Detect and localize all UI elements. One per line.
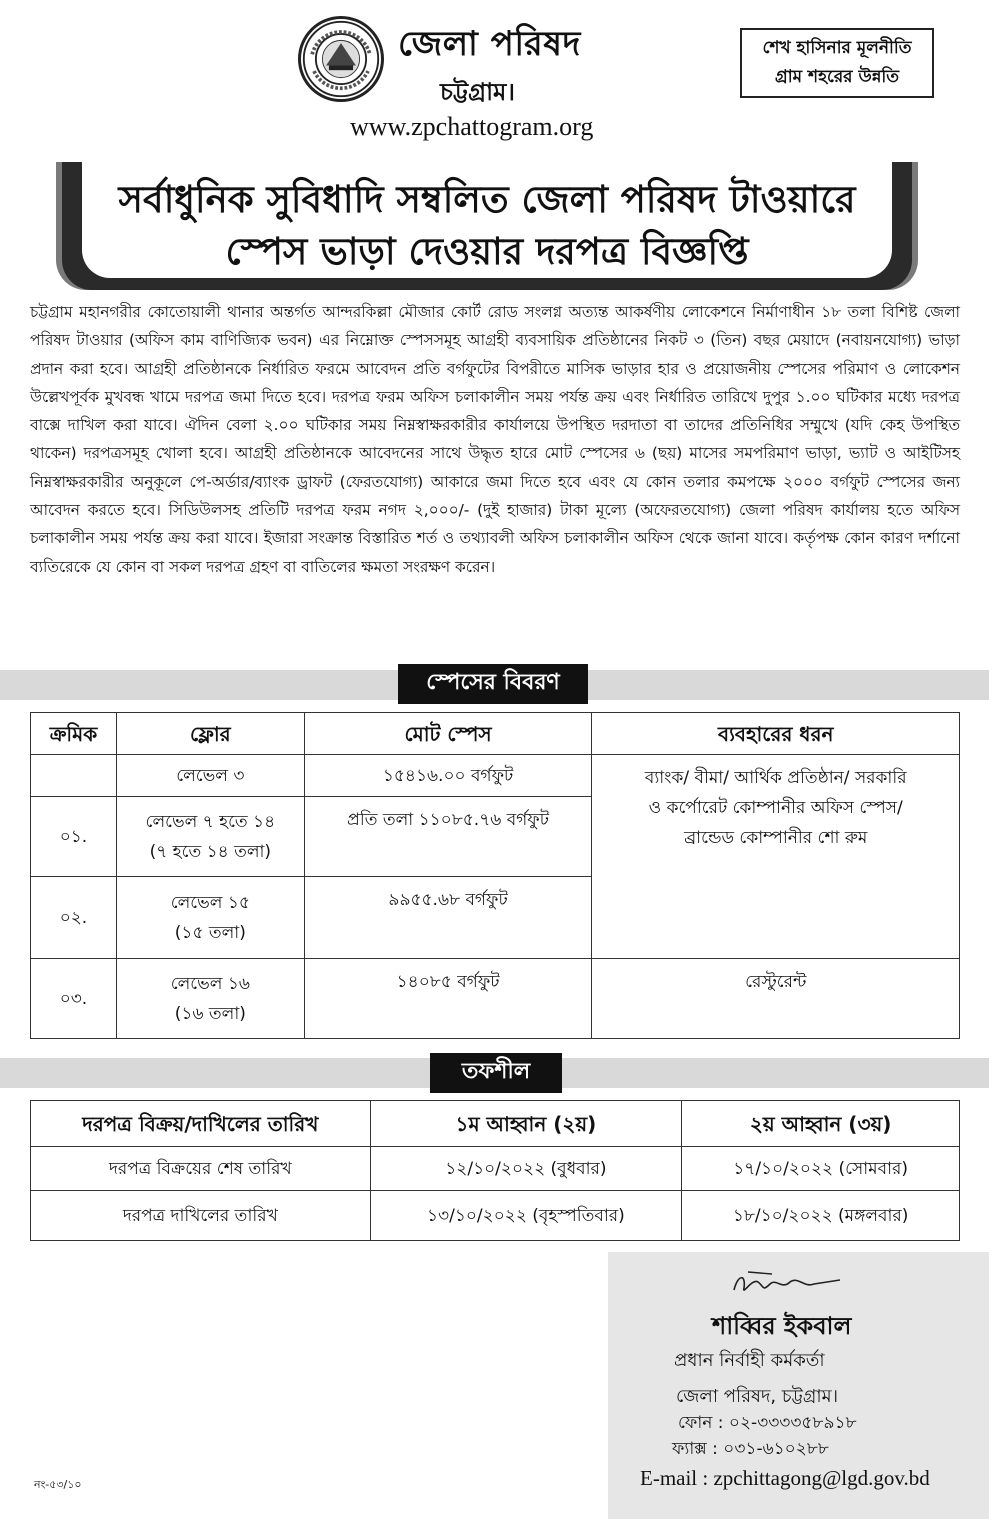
signatory-name: শাব্বির ইকবাল [712, 1312, 852, 1340]
schedule-section-heading: তফশীল [430, 1053, 562, 1093]
serial-cell: ০৩. [31, 959, 117, 1039]
floor-line-2: (১৬ তলা) [174, 1003, 246, 1024]
usage-line-3: ব্রান্ডেড কোম্পানীর শো রুম [684, 828, 868, 848]
floor-cell [116, 959, 304, 1039]
banner-title-line-1: সর্বাধুনিক সুবিধাদি সম্বলিত জেলা পরিষদ টাওয়ারে [118, 178, 856, 221]
date-label-cell: দরপত্র বিক্রয়ের শেষ তারিখ [31, 1147, 371, 1191]
column-header-date-type: দরপত্র বিক্রয়/দাখিলের তারিখ [31, 1101, 371, 1147]
emblem-icon [301, 19, 381, 99]
notice-body-paragraph: চট্টগ্রাম মহানগরীর কোতোয়ালী থানার অন্তর্গত আন্দরকিল্লা মৌজার কোর্ট রোড সংলগ্ন অত্যন্ত আকর্ষণীয় লোকেশনে নির্মাণাধীন ১৮ তলা বিশিষ্ট জেলা পরিষদ টাওয়ার (অফিস কাম বাণিজ্যিক ভবন) এর নিম্নোক্ত স্পেসসমূহ আগ্রহী ব্যবসায়িক প্রতিষ্ঠানের নিকট ৩ (তিন) বছর মেয়াদে (নবায়নযোগ্য) ভাড়া প্রদান করা হবে। আগ্রহী প্রতিষ্ঠানকে নির্ধারিত ফরমে আবেদন প্রতি বর্গফুটের বিপরীতে মাসিক ভাড়ার হার ও প্রয়োজনীয় স্পেসের পরিমাণ ও লোকেশন উল্লেখপূর্বক মুখবন্ধ খামে দরপত্র জমা দিতে হবে। দরপত্র ফরম অফিস চলাকালীন সময় পর্যন্ত ক্রয় এবং নির্ধারিত তারিখে দুপুর ১.০০ ঘটিকার মধ্যে দরপত্র বাক্সে দাখিল করা যাবে। ঐদিন বেলা ২.০০ ঘটিকার সময় নিম্নস্বাক্ষরকারীর কার্যালয়ে উপস্থিত দরদাতা বা তাদের প্রতিনিধির সম্মুখে (যদি কেহ উপস্থিত থাকেন) দরপত্রসমূহ খোলা হবে। আগ্রহী প্রতিষ্ঠানকে আবেদনের সাথে উদ্ধৃত হারে মোট স্পেসের ৬ (ছয়) মাসের সমপরিমাণ ভাড়া, ভ্যাট ও আইটিসহ নিম্নস্বাক্ষরকারীর অনুকূলে পে-অর্ডার/ব্যাংক ড্রাফট (ফেরতযোগ্য) আকারে জমা দিতে হবে এবং যে কোন তলার কমপক্ষে ২০০০ বর্গফুট স্পেসের জন্য আবেদন করতে হবে। সিডিউলসহ প্রতিটি দরপত্র ফরম নগদ ২,০০০/- (দুই হাজার) টাকা মূল্যে (অফেরতযোগ্য) জেলা পরিষদ কার্যালয় হতে অফিস চলাকালীন সময় পর্যন্ত ক্রয় করা যাবে। ইজারা সংক্রান্ত বিস্তারিত শর্ত ও তথ্যাবলী অফিস চলাকালীন অফিস থেকে জানা যাবে। কর্তৃপক্ষ কোন কারণ দর্শানো ব্যতিরেকে যে কোন বা সকল দরপত্র গ্রহণ বা বাতিলের ক্ষমতা সংরক্ষণ করেন। [30, 303, 960, 576]
floor-cell [116, 797, 304, 877]
table-header-row [31, 713, 960, 755]
date-label-cell: দরপত্র দাখিলের তারিখ [31, 1191, 371, 1241]
floor-line-1: লেভেল ১৬ [170, 973, 250, 994]
signatory-role: প্রধান নির্বাহী কর্মকর্তা [674, 1350, 825, 1371]
column-header-second-call: ২য় আহ্বান (৩য়) [682, 1101, 960, 1147]
zila-parishad-logo [298, 16, 384, 102]
usage-cell-shared [592, 755, 960, 959]
floor-line-1: লেভেল ৭ হতে ১৪ [145, 811, 276, 832]
usage-line-1: ব্যাংক/ বীমা/ আর্থিক প্রতিষ্ঠান/ সরকারি [644, 768, 907, 788]
table-header-row [31, 1101, 960, 1147]
space-cell: ৯৯৫৫.৬৮ বর্গফুট [304, 877, 592, 959]
floor-line-2: (৭ হতে ১৪ তলা) [149, 841, 272, 862]
space-cell: ১৫৪১৬.০০ বর্গফুট [304, 755, 592, 797]
column-header-total-space: মোট স্পেস [304, 713, 592, 755]
title-banner [62, 162, 912, 290]
serial-cell [31, 755, 117, 797]
second-call-date-cell: ১৭/১০/২০২২ (সোমবার) [682, 1147, 960, 1191]
table-row [31, 1147, 960, 1191]
banner-title-line-2: স্পেস ভাড়া দেওয়ার দরপত্র বিজ্ঞপ্তি [225, 230, 749, 273]
handwritten-signature [728, 1268, 848, 1300]
table-row [31, 1191, 960, 1241]
floor-cell [116, 877, 304, 959]
contact-email: E-mail : zpchittagong@lgd.gov.bd [640, 1466, 930, 1490]
second-call-date-cell: ১৮/১০/২০২২ (মঙ্গলবার) [682, 1191, 960, 1241]
website-url: www.zpchattogram.org [350, 112, 594, 141]
motto-box [740, 28, 934, 98]
contact-phone: ফোন : ০২-৩৩৩৩৫৮৯১৮ [678, 1413, 857, 1433]
serial-cell: ০২. [31, 877, 117, 959]
space-cell: ১৪০৮৫ বর্গফুট [304, 959, 592, 1039]
first-call-date-cell: ১৩/১০/২০২২ (বৃহস্পতিবার) [370, 1191, 682, 1241]
motto-line-2: গ্রাম শহরের উন্নতি [774, 67, 900, 87]
usage-cell: রেস্টুরেন্ট [592, 959, 960, 1039]
floor-line-1: লেভেল ১৫ [170, 892, 250, 913]
first-call-date-cell: ১২/১০/২০২২ (বুধবার) [370, 1147, 682, 1191]
organization-title: জেলা পরিষদ [398, 24, 581, 64]
space-section-heading: স্পেসের বিবরণ [398, 664, 588, 704]
motto-line-1: শেখ হাসিনার মূলনীতি [762, 38, 912, 58]
floor-cell: লেভেল ৩ [116, 755, 304, 797]
table-row [31, 959, 960, 1039]
serial-cell: ০১. [31, 797, 117, 877]
schedule-table [30, 1100, 960, 1241]
reference-number: নং-৫৩/১০ [34, 1478, 82, 1491]
column-header-serial: ক্রমিক [31, 713, 117, 755]
floor-line-2: (১৫ তলা) [174, 922, 246, 943]
space-cell: প্রতি তলা ১১০৮৫.৭৬ বর্গফুট [304, 797, 592, 877]
signatory-office: জেলা পরিষদ, চট্টগ্রাম। [676, 1386, 839, 1407]
organization-city: চট্টগ্রাম। [440, 78, 515, 106]
contact-fax: ফ্যাক্স : ০৩১-৬১০২৮৮ [672, 1439, 829, 1459]
column-header-usage: ব্যবহারের ধরন [592, 713, 960, 755]
title-banner-inner [82, 162, 892, 278]
column-header-first-call: ১ম আহ্বান (২য়) [370, 1101, 682, 1147]
space-details-table [30, 712, 960, 1039]
usage-line-2: ও কর্পোরেট কোম্পানীর অফিস স্পেস/ [648, 798, 903, 818]
table-row [31, 755, 960, 797]
column-header-floor: ফ্লোর [116, 713, 304, 755]
